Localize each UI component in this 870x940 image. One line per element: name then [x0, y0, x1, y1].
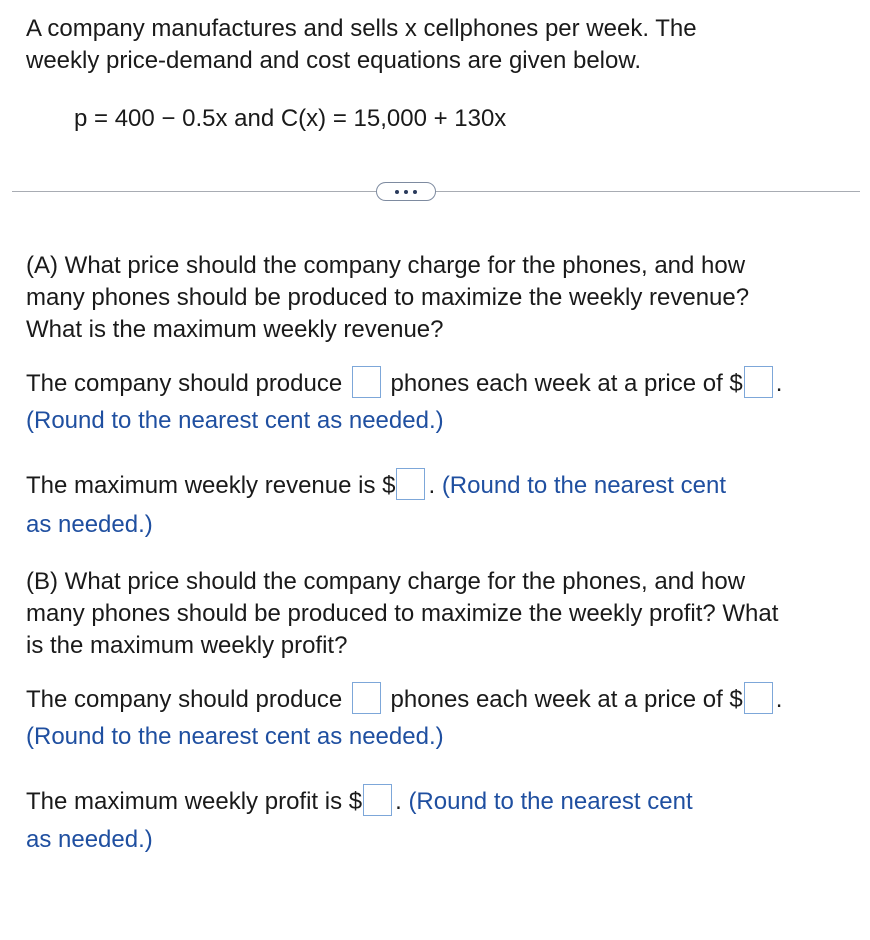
show-more-button[interactable] [376, 182, 436, 201]
part-b-produce-row [26, 684, 782, 717]
part-b-produce-prefix: The company should produce [26, 686, 343, 713]
part-b-round-note: (Round to the nearest cent as needed.) [26, 723, 444, 750]
part-b-question-line-1: (B) What price should the company charge for the phones, and how [26, 568, 746, 595]
part-a-produce-prefix: The company should produce [26, 370, 343, 397]
part-a-question-line-2: many phones should be produced to maximize the weekly revenue? [26, 284, 750, 311]
part-a-produce-row [26, 368, 782, 401]
part-b-quantity-answer-box[interactable] [352, 682, 381, 714]
part-b-max-suffix: . [395, 788, 402, 815]
part-a-max-round-note-cont: as needed.) [26, 511, 153, 538]
part-a-question-line-1: (A) What price should the company charge for the phones, and how [26, 252, 746, 279]
part-b-produce-suffix: . [775, 686, 783, 713]
part-a-quantity-answer-box[interactable] [352, 366, 381, 398]
part-a-max-suffix: . [428, 472, 436, 499]
part-b-question-line-2: many phones should be produced to maximize the weekly profit? What [26, 600, 779, 627]
intro-line-2: weekly price-demand and cost equations are given below. [26, 47, 642, 74]
part-a-produce-middle: phones each week at a price of $ [390, 370, 743, 397]
part-b-max-round-note: (Round to the nearest cent [408, 788, 693, 815]
part-a-produce-suffix: . [775, 370, 783, 397]
ellipsis-dot-icon [404, 190, 408, 194]
part-a-max-prefix: The maximum weekly revenue is $ [26, 472, 396, 499]
part-a-max-round-note: (Round to the nearest cent [441, 472, 726, 499]
part-a-round-note: (Round to the nearest cent as needed.) [26, 407, 444, 434]
part-a-max-row [26, 470, 726, 503]
part-a-price-answer-box[interactable] [744, 366, 773, 398]
ellipsis-dot-icon [395, 190, 399, 194]
part-b-price-answer-box[interactable] [744, 682, 773, 714]
part-a-question-line-3: What is the maximum weekly revenue? [26, 316, 444, 343]
part-b-max-round-note-cont: as needed.) [26, 826, 153, 853]
intro-line-1: A company manufactures and sells x cellphones per week. The [26, 15, 697, 42]
ellipsis-dot-icon [413, 190, 417, 194]
equation: p = 400 − 0.5x and C(x) = 15,000 + 130x [74, 105, 507, 132]
part-b-max-profit-answer-box[interactable] [363, 784, 392, 816]
part-b-max-row [26, 786, 693, 819]
part-b-produce-middle: phones each week at a price of $ [390, 686, 743, 713]
section-divider [12, 191, 860, 192]
part-b-question-line-3: is the maximum weekly profit? [26, 632, 348, 659]
part-b-max-prefix: The maximum weekly profit is $ [26, 788, 363, 815]
part-a-max-revenue-answer-box[interactable] [396, 468, 425, 500]
